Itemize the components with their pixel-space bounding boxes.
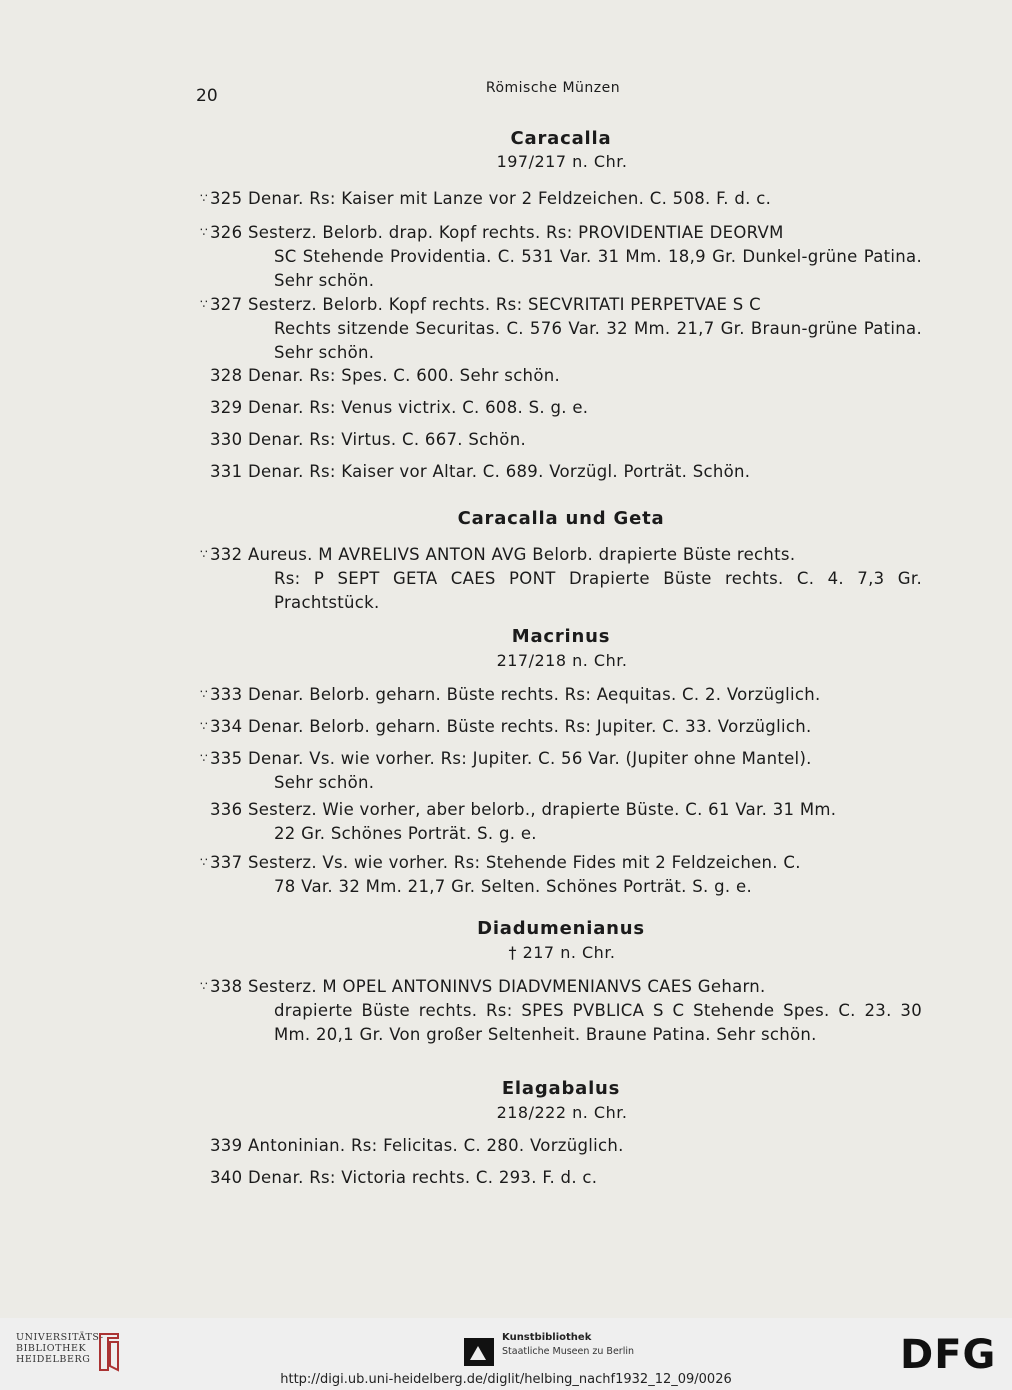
lot-number: 333 [210,685,243,704]
entry-text: Denar. Rs: Spes. C. 600. Sehr schön. [247,366,561,385]
section-heading-elagabalus: Elagabalus [501,1078,621,1099]
university-library-logo[interactable]: UNIVERSITÄTS- BIBLIOTHEK HEIDELBERG [16,1332,104,1365]
entry-text: Sesterz. Vs. wie vorher. Rs: Stehende Fides mit 2 Feldzeichen. C. [247,853,801,872]
viewer-footer [0,1318,1012,1390]
catalog-entry-340 [200,1166,922,1190]
lot-number: 328 [210,366,243,385]
catalog-entry-327: ∵ 327 Sesterz. Belorb. Kopf rechts. Rs: SECVRITATI PERPETVAE S C Rechts sitzende Securitas. C. 576 Var. 32 Mm. 21,7 Gr. Braun-grüne Patina. Sehr schön. [200,292,922,365]
entry-text: Denar. Rs: Victoria rechts. C. 293. F. d. c. [247,1168,598,1187]
entry-text: Aureus. M AVRELIVS ANTON AVG Belorb. drapierte Büste rechts. [247,545,796,564]
entry-text: Sesterz. Wie vorher, aber belorb., drapierte Büste. C. 61 Var. 31 Mm. [247,800,837,819]
entry-text: Sesterz. Belorb. drap. Kopf rechts. Rs: PROVIDENTIAE DEORVM [247,223,784,242]
entry-continuation: SC Stehende Providentia. C. 531 Var. 31 Mm. 18,9 Gr. Dunkel-grüne Patina. Sehr schön. [274,247,922,290]
dfg-logo[interactable]: DFG [900,1332,997,1378]
entry-text: Antoninian. Rs: Felicitas. C. 280. Vorzüglich. [247,1136,624,1155]
kunstbibliothek-logo-icon [464,1338,494,1366]
lot-number: 340 [210,1168,243,1187]
lot-number: 330 [210,430,243,449]
catalog-entry-335: ∵ 335 Denar. Vs. wie vorher. Rs: Jupiter. C. 56 Var. (Jupiter ohne Mantel). Sehr schön. [200,746,922,795]
catalog-entry-326: ∵ 326 Sesterz. Belorb. drap. Kopf rechts. Rs: PROVIDENTIAE DEORVM SC Stehende Providentia. C. 531 Var. 31 Mm. 18,9 Gr. Dunkel-grüne Patina. Sehr schön. [200,220,922,293]
kunstbibliothek-title[interactable]: Kunstbibliothek [502,1332,592,1343]
lot-number: 326 [210,223,243,242]
lot-number: 335 [210,749,243,768]
entry-continuation: Rs: P SEPT GETA CAES PONT Drapierte Büste rechts. C. 4. 7,3 Gr. Prachtstück. [274,569,922,612]
permalink-url[interactable]: http://digi.ub.uni-heidelberg.de/diglit/helbing_nachf1932_12_09/0026 [280,1372,732,1387]
catalog-entry-339 [200,1134,922,1158]
lot-number: 339 [210,1136,243,1155]
section-dates-diadumenianus: † 217 n. Chr. [508,943,616,962]
catalog-entry-336 [200,798,922,846]
entry-continuation: 22 Gr. Schönes Porträt. S. g. e. [274,824,537,843]
entry-text: Denar. Rs: Kaiser vor Altar. C. 689. Vorzügl. Porträt. Schön. [247,462,751,481]
entry-text: Denar. Belorb. geharn. Büste rechts. Rs: Jupiter. C. 33. Vorzüglich. [247,717,812,736]
entry-text: Denar. Rs: Kaiser mit Lanze vor 2 Feldzeichen. C. 508. F. d. c. [247,189,772,208]
section-heading-diadumenianus: Diadumenianus [477,918,645,939]
section-dates-macrinus: 217/218 n. Chr. [496,651,628,670]
catalog-entry-329 [200,396,922,420]
catalog-entry-337: ∵ 337 Sesterz. Vs. wie vorher. Rs: Stehende Fides mit 2 Feldzeichen. C. 78 Var. 32 Mm. 21,7 Gr. Selten. Schönes Porträt. S. g. e. [200,850,922,899]
catalog-entry-325: ∵ 325 Denar. Rs: Kaiser mit Lanze vor 2 Feldzeichen. C. 508. F. d. c. [200,189,772,208]
entry-continuation: drapierte Büste rechts. Rs: SPES PVBLICA S C Stehende Spes. C. 23. 30 Mm. 20,1 Gr. Von großer Seltenheit. Braune Patina. Sehr schön. [274,1001,922,1044]
section-dates-elagabalus: 218/222 n. Chr. [496,1103,628,1122]
entry-continuation: Rechts sitzende Securitas. C. 576 Var. 32 Mm. 21,7 Gr. Braun-grüne Patina. Sehr schön. [274,319,922,362]
lot-number: 325 [210,189,243,208]
running-head: Römische Münzen [485,80,621,96]
entry-text: Denar. Rs: Venus victrix. C. 608. S. g. e. [247,398,589,417]
catalog-entry-331 [200,460,922,484]
entry-text: Denar. Vs. wie vorher. Rs: Jupiter. C. 56 Var. (Jupiter ohne Mantel). [247,749,812,768]
catalog-entry-334: ∵ 334 Denar. Belorb. geharn. Büste rechts. Rs: Jupiter. C. 33. Vorzüglich. [200,717,812,736]
lot-number: 336 [210,800,243,819]
entry-continuation: Sehr schön. [274,773,375,792]
entry-text: Denar. Belorb. geharn. Büste rechts. Rs: Aequitas. C. 2. Vorzüglich. [247,685,821,704]
catalog-entry-330 [200,428,922,452]
section-heading-caracalla-und-geta: Caracalla und Geta [457,508,665,529]
page-number: 20 [196,86,218,106]
catalog-entry-333: ∵ 333 Denar. Belorb. geharn. Büste rechts. Rs: Aequitas. C. 2. Vorzüglich. [200,685,821,704]
lot-number: 338 [210,977,243,996]
kunstbibliothek-subtitle: Staatliche Museen zu Berlin [502,1346,635,1357]
library-emblem-icon [96,1330,122,1374]
entry-text: Denar. Rs: Virtus. C. 667. Schön. [247,430,527,449]
section-heading-macrinus: Macrinus [511,626,611,647]
lot-number: 327 [210,295,243,314]
lot-number: 331 [210,462,243,481]
entry-text: Sesterz. M OPEL ANTONINVS DIADVMENIANVS CAES Geharn. [247,977,766,996]
catalog-entry-328 [200,364,922,388]
entry-text: Sesterz. Belorb. Kopf rechts. Rs: SECVRITATI PERPETVAE S C [247,295,761,314]
section-heading-caracalla: Caracalla [510,128,612,149]
lot-number: 329 [210,398,243,417]
lot-number: 334 [210,717,243,736]
catalog-entry-332: ∵ 332 Aureus. M AVRELIVS ANTON AVG Belorb. drapierte Büste rechts. Rs: P SEPT GETA CAES PONT Drapierte Büste rechts. C. 4. 7,3 Gr. Prachtstück. [200,542,922,615]
lot-number: 337 [210,853,243,872]
catalog-entry-338: ∵ 338 Sesterz. M OPEL ANTONINVS DIADVMENIANVS CAES Geharn. drapierte Büste rechts. Rs: SPES PVBLICA S C Stehende Spes. C. 23. 30 Mm. 20,1 Gr. Von großer Seltenheit. Braune Patina. Sehr schön. [200,974,922,1047]
entry-continuation: 78 Var. 32 Mm. 21,7 Gr. Selten. Schönes Porträt. S. g. e. [274,877,752,896]
section-dates-caracalla: 197/217 n. Chr. [496,152,628,171]
lot-number: 332 [210,545,243,564]
